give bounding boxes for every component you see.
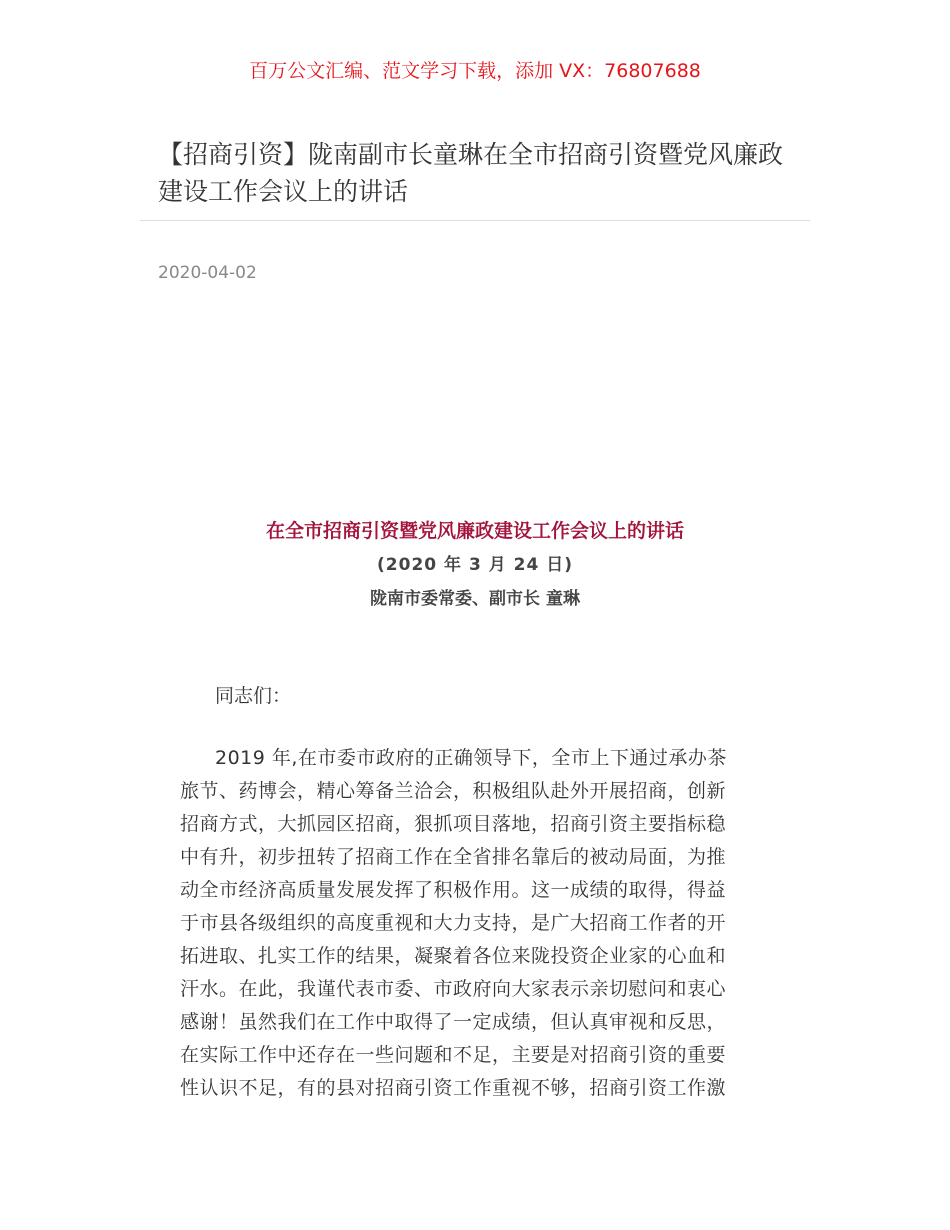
speech-body [180,742,780,1105]
speech-date: (2020 年 3 月 24 日) [377,555,573,575]
body-line: 拓进取、扎实工作的结果，凝聚着各位来陇投资企业家的心血和 [180,945,727,967]
body-line: 在实际工作中还存在一些问题和不足，主要是对招商引资的重要 [180,1044,727,1066]
body-line: 2019 年,在市委市政府的正确领导下，全市上下通过承办茶 [215,747,727,769]
body-line: 感谢！虽然我们在工作中取得了一定成绩，但认真审视和反思， [180,1011,727,1033]
body-line: 招商方式，大抓园区招商，狠抓项目落地，招商引资主要指标稳 [180,813,727,835]
greeting: 同志们： [215,685,292,707]
article-date: 2020-04-02 [158,263,257,283]
body-line: 旅节、药博会，精心筹备兰洽会，积极组队赴外开展招商，创新 [180,780,727,802]
speech-heading: 在全市招商引资暨党风廉政建设工作会议上的讲话 [265,520,684,542]
speech-speaker: 陇南市委常委、副市长 童琳 [370,589,580,609]
body-line: 于市县各级组织的高度重视和大力支持，是广大招商工作者的开 [180,912,727,934]
article-title: 【招商引资】陇南副市长童琳在全市招商引资暨党风廉政建设工作会议上的讲话 [158,140,784,206]
body-line: 汗水。在此，我谨代表市委、市政府向大家表示亲切慰问和衷心 [180,978,727,1000]
promo-banner: 百万公文汇编、范文学习下载，添加 VX：76807688 [249,60,701,82]
body-line: 性认识不足，有的县对招商引资工作重视不够，招商引资工作激 [180,1077,727,1099]
body-line: 中有升，初步扭转了招商工作在全省排名靠后的被动局面，为推 [180,846,727,868]
body-line: 动全市经济高质量发展发挥了积极作用。这一成绩的取得，得益 [180,879,727,901]
divider [140,220,810,221]
